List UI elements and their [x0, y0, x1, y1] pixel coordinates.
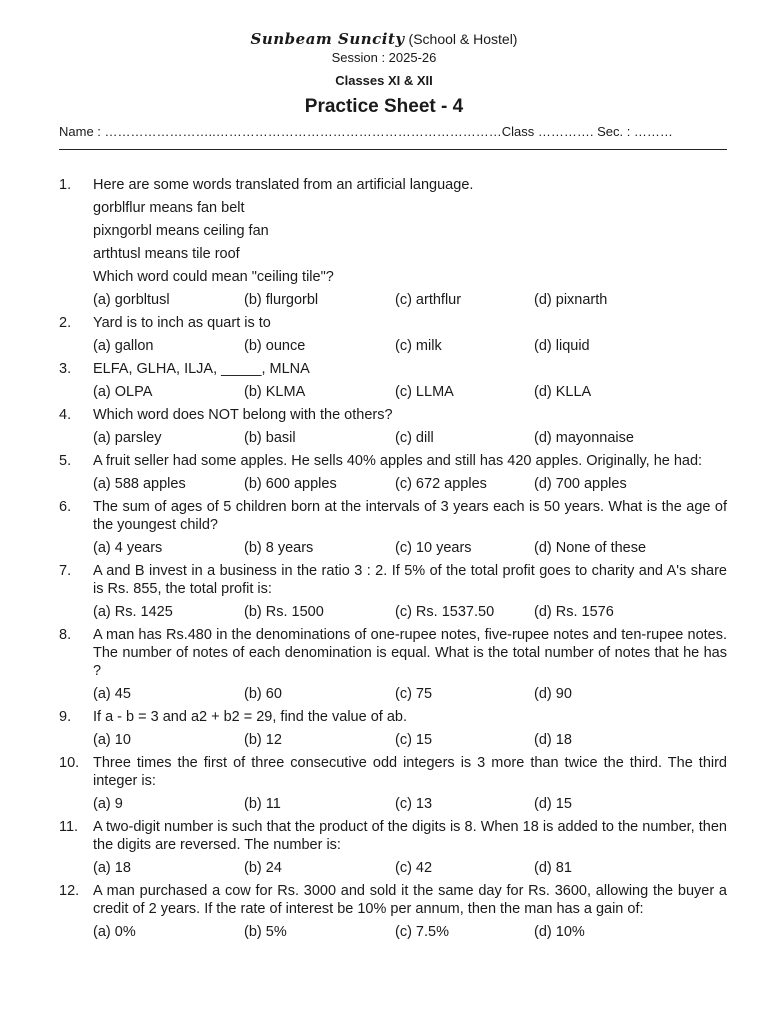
answer-option: (c) 75 [395, 686, 433, 702]
question-number: 2. [59, 315, 72, 331]
question-detail-line: arthtusl means tile roof [93, 246, 240, 262]
answer-option: (b) KLMA [244, 384, 306, 400]
answer-option: (b) 600 apples [244, 476, 337, 492]
question-text: A fruit seller had some apples. He sells 40% apples and still has 420 apples. Originally, he had: [93, 453, 703, 469]
answer-option: (c) milk [395, 338, 442, 354]
school-suffix: (School & Hostel) [408, 31, 518, 47]
question-item [59, 708, 727, 749]
answer-option: (c) Rs. 1537.50 [395, 604, 495, 620]
question-row [59, 406, 727, 424]
question-item [59, 452, 727, 493]
question-item [59, 754, 727, 813]
question-text: Which word does NOT belong with the others? [93, 407, 393, 423]
question-number: 1. [59, 177, 72, 193]
answer-option: (a) 588 apples [93, 476, 186, 492]
answer-option: (c) arthflur [395, 292, 462, 308]
question-number: 6. [59, 499, 72, 515]
question-item [59, 818, 727, 877]
question-number: 4. [59, 407, 72, 423]
question-item [59, 314, 727, 355]
answer-option: (c) 10 years [395, 540, 472, 556]
question-text: Yard is to inch as quart is to [93, 315, 271, 331]
question-row [59, 818, 727, 854]
answer-option: (d) mayonnaise [534, 430, 634, 446]
answer-option: (d) 18 [534, 732, 572, 748]
answer-options [59, 685, 727, 703]
question-row [59, 754, 727, 790]
question-text: Here are some words translated from an artificial language. [93, 177, 474, 193]
answer-option: (d) liquid [534, 338, 590, 354]
question-text: A man purchased a cow for Rs. 3000 and sold it the same day for Rs. 3600, allowing the buyer a credit of 2 years. If the rate of interest be 10% per annum, then the man has a gain of: [93, 883, 727, 917]
answer-option: (d) KLLA [534, 384, 592, 400]
answer-option: (b) Rs. 1500 [244, 604, 324, 620]
answer-option: (c) 15 [395, 732, 433, 748]
answer-options [59, 291, 727, 309]
question-text: A man has Rs.480 in the denominations of one-rupee notes, five-rupee notes and ten-rupee notes. The number of notes of each denomination is equal. What is the total number of notes that he has ? [93, 627, 727, 679]
answer-option: (a) parsley [93, 430, 162, 446]
answer-option: (b) 8 years [244, 540, 314, 556]
question-item [59, 562, 727, 621]
answer-option: (c) 42 [395, 860, 433, 876]
answer-option: (b) 5% [244, 924, 287, 940]
question-row [59, 452, 727, 470]
question-text: A and B invest in a business in the ratio 3 : 2. If 5% of the total profit goes to charity and A's share is Rs. 855, the total profit is: [93, 563, 727, 597]
question-row [59, 176, 727, 194]
question-item [59, 498, 727, 557]
answer-option: (c) 13 [395, 796, 433, 812]
question-item [59, 406, 727, 447]
question-item [59, 360, 727, 401]
question-number: 12. [59, 883, 80, 899]
answer-option: (b) 12 [244, 732, 282, 748]
answer-option: (d) 90 [534, 686, 572, 702]
question-item [59, 626, 727, 703]
answer-option: (a) OLPA [93, 384, 153, 400]
answer-option: (d) 15 [534, 796, 572, 812]
answer-options [59, 539, 727, 557]
school-name: Sunbeam Suncity [250, 30, 405, 48]
question-number: 10. [59, 755, 80, 771]
question-row [59, 626, 727, 680]
answer-option: (b) 11 [244, 796, 281, 812]
answer-option: (b) flurgorbl [244, 292, 319, 308]
question-row [59, 708, 727, 726]
question-text: If a - b = 3 and a2 + b2 = 29, find the value of ab. [93, 709, 407, 725]
question-item [59, 176, 727, 309]
answer-option: (a) 4 years [93, 540, 163, 556]
classes-label: Classes XI & XII [335, 73, 433, 88]
question-number: 5. [59, 453, 72, 469]
answer-options [59, 603, 727, 621]
answer-option: (a) 10 [93, 732, 131, 748]
school-line [0, 30, 768, 48]
header-divider [59, 149, 727, 150]
answer-option: (d) pixnarth [534, 292, 608, 308]
answer-option: (d) Rs. 1576 [534, 604, 614, 620]
question-number: 11. [59, 819, 79, 835]
answer-option: (d) None of these [534, 540, 647, 556]
answer-option: (a) gorbltusl [93, 292, 170, 308]
question-number: 8. [59, 627, 72, 643]
answer-option: (d) 81 [534, 860, 572, 876]
answer-option: (b) 24 [244, 860, 282, 876]
question-list [59, 176, 727, 946]
question-text: Three times the first of three consecutive odd integers is 3 more than twice the third. The third integer is: [93, 755, 727, 789]
question-row [59, 498, 727, 534]
sheet-header [0, 30, 768, 119]
answer-option: (d) 700 apples [534, 476, 627, 492]
answer-options [59, 923, 727, 941]
session-label: Session : 2025-26 [331, 50, 437, 65]
question-detail-line: gorblflur means fan belt [93, 200, 245, 216]
question-row [59, 882, 727, 918]
answer-option: (a) 45 [93, 686, 131, 702]
student-details-line: Name : ……………………..…………………………………………………………Class …………. Sec. : ……… [59, 124, 673, 139]
question-row [59, 314, 727, 332]
answer-option: (c) 672 apples [395, 476, 487, 492]
question-item [59, 882, 727, 941]
answer-option: (a) 9 [93, 796, 123, 812]
question-text: ELFA, GLHA, ILJA, _____, MLNA [93, 361, 310, 377]
question-detail-line: pixngorbl means ceiling fan [93, 223, 269, 239]
answer-option: (a) Rs. 1425 [93, 604, 173, 620]
answer-options [59, 731, 727, 749]
question-detail-line: Which word could mean "ceiling tile"? [93, 269, 334, 285]
question-text: The sum of ages of 5 children born at the intervals of 3 years each is 50 years. What is the age of the youngest child? [93, 499, 727, 533]
answer-options [59, 383, 727, 401]
answer-options [59, 475, 727, 493]
answer-options [59, 795, 727, 813]
answer-option: (b) 60 [244, 686, 282, 702]
answer-option: (a) 0% [93, 924, 136, 940]
question-number: 7. [59, 563, 72, 579]
answer-option: (b) ounce [244, 338, 306, 354]
answer-option: (a) 18 [93, 860, 131, 876]
answer-options [59, 337, 727, 355]
question-number: 3. [59, 361, 72, 377]
answer-option: (a) gallon [93, 338, 154, 354]
answer-option: (d) 10% [534, 924, 585, 940]
question-text: A two-digit number is such that the product of the digits is 8. When 18 is added to the number, then the digits are reversed. The number is: [93, 819, 727, 853]
answer-option: (c) 7.5% [395, 924, 449, 940]
answer-option: (b) basil [244, 430, 296, 446]
question-number: 9. [59, 709, 72, 725]
page-title: Practice Sheet - 4 [304, 96, 464, 117]
question-row [59, 360, 727, 378]
answer-options [59, 429, 727, 447]
answer-option: (c) LLMA [395, 384, 454, 400]
answer-option: (c) dill [395, 430, 434, 446]
answer-options [59, 859, 727, 877]
question-row [59, 562, 727, 598]
